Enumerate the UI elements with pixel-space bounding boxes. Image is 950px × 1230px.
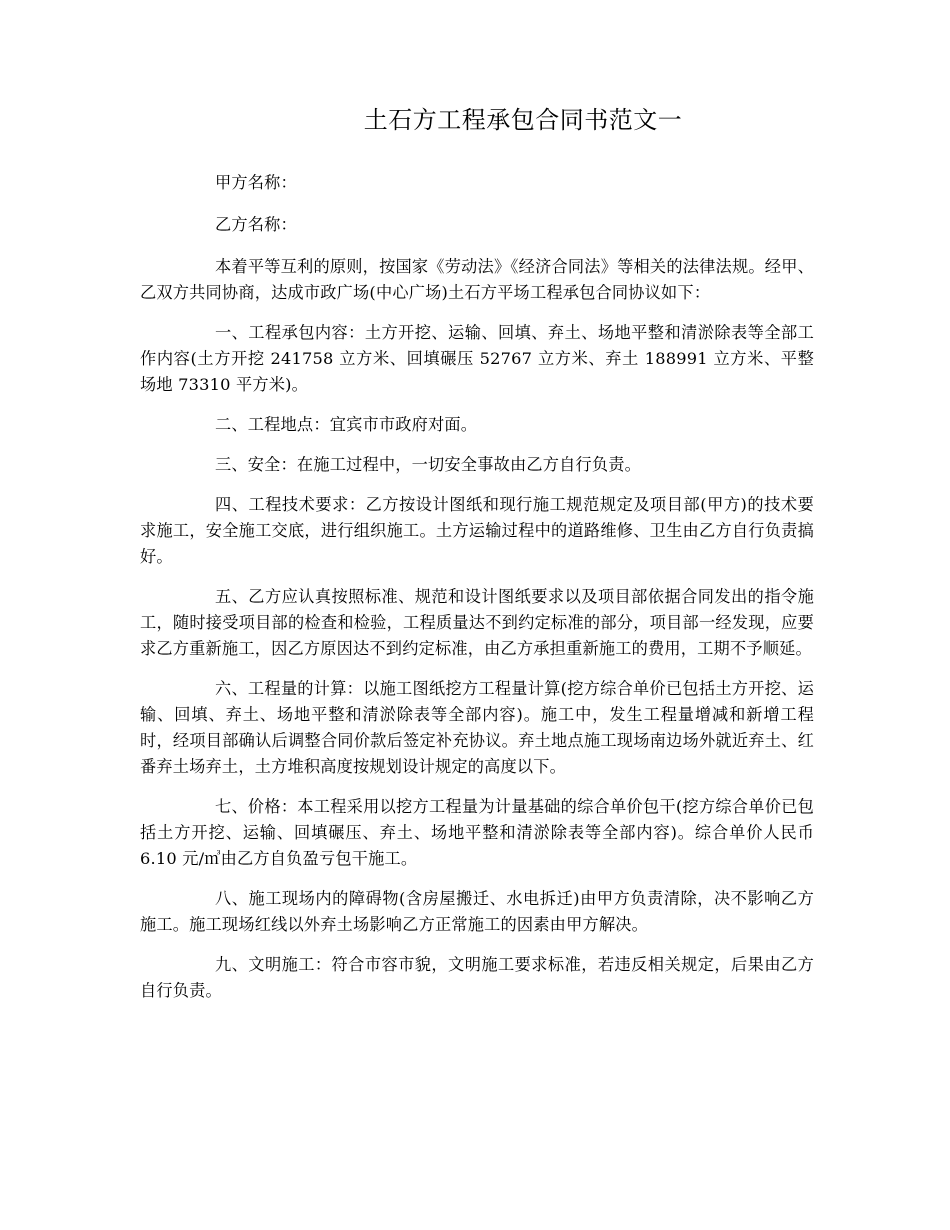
paragraph-clause-5: 五、乙方应认真按照标准、规范和设计图纸要求以及项目部依据合同发出的指令施工，随时接受项目部的检查和检验，工程质量达不到约定标准的部分，项目部一经发现，应要求乙方重新施工，因乙方原因达不到约定标准，由乙方承担重新施工的费用，工期不予顺延。 <box>140 587 814 658</box>
paragraph-preamble: 本着平等互利的原则，按国家《劳动法》《经济合同法》等相关的法律法规。经甲、乙双方共同协商，达成市政广场(中心广场)土石方平场工程承包合同协议如下： <box>140 257 814 302</box>
paragraph-clause-1: 一、工程承包内容：土方开挖、运输、回填、弃土、场地平整和清淤除表等全部工作内容(土方开挖 241758 立方米、回填碾压 52767 立方米、弃土 188991 立方米、平整场地 73310 平方米)。 <box>140 323 814 394</box>
party-a-label: 甲方名称： <box>215 173 297 192</box>
paragraph-clause-8: 八、施工现场内的障碍物(含房屋搬迁、水电拆迁)由甲方负责清除，决不影响乙方施工。施工现场红线以外弃土场影响乙方正常施工的因素由甲方解决。 <box>140 889 814 934</box>
document-title: 土石方工程承包合同书范文一 <box>363 106 683 134</box>
paragraph-clause-9: 九、文明施工：符合市容市貌，文明施工要求标准，若违反相关规定，后果由乙方自行负责。 <box>140 955 814 1000</box>
paragraph-clause-3: 三、安全：在施工过程中，一切安全事故由乙方自行负责。 <box>215 455 642 474</box>
paragraph-clause-7: 七、价格：本工程采用以挖方工程量为计量基础的综合单价包干(挖方综合单价已包括土方开挖、运输、回填碾压、弃土、场地平整和清淤除表等全部内容)。综合单价人民币 6.10 元/㎥由乙方自负盈亏包干施工。 <box>140 797 814 868</box>
paragraph-clause-2: 二、工程地点：宜宾市市政府对面。 <box>215 415 478 434</box>
party-b-label: 乙方名称： <box>215 215 297 234</box>
paragraph-clause-4: 四、工程技术要求：乙方按设计图纸和现行施工规范规定及项目部(甲方)的技术要求施工，安全施工交底，进行组织施工。土方运输过程中的道路维修、卫生由乙方自行负责搞好。 <box>140 495 814 566</box>
document-body <box>140 170 814 1018</box>
paragraph-clause-6: 六、工程量的计算：以施工图纸挖方工程量计算(挖方综合单价已包括土方开挖、运输、回填、弃土、场地平整和清淤除表等全部内容)。施工中，发生工程量增减和新增工程时，经项目部确认后调整合同价款后签定补充协议。弃土地点施工现场南边场外就近弃土、红番弃土场弃土，土方堆积高度按规划设计规定的高度以下。 <box>140 679 814 776</box>
